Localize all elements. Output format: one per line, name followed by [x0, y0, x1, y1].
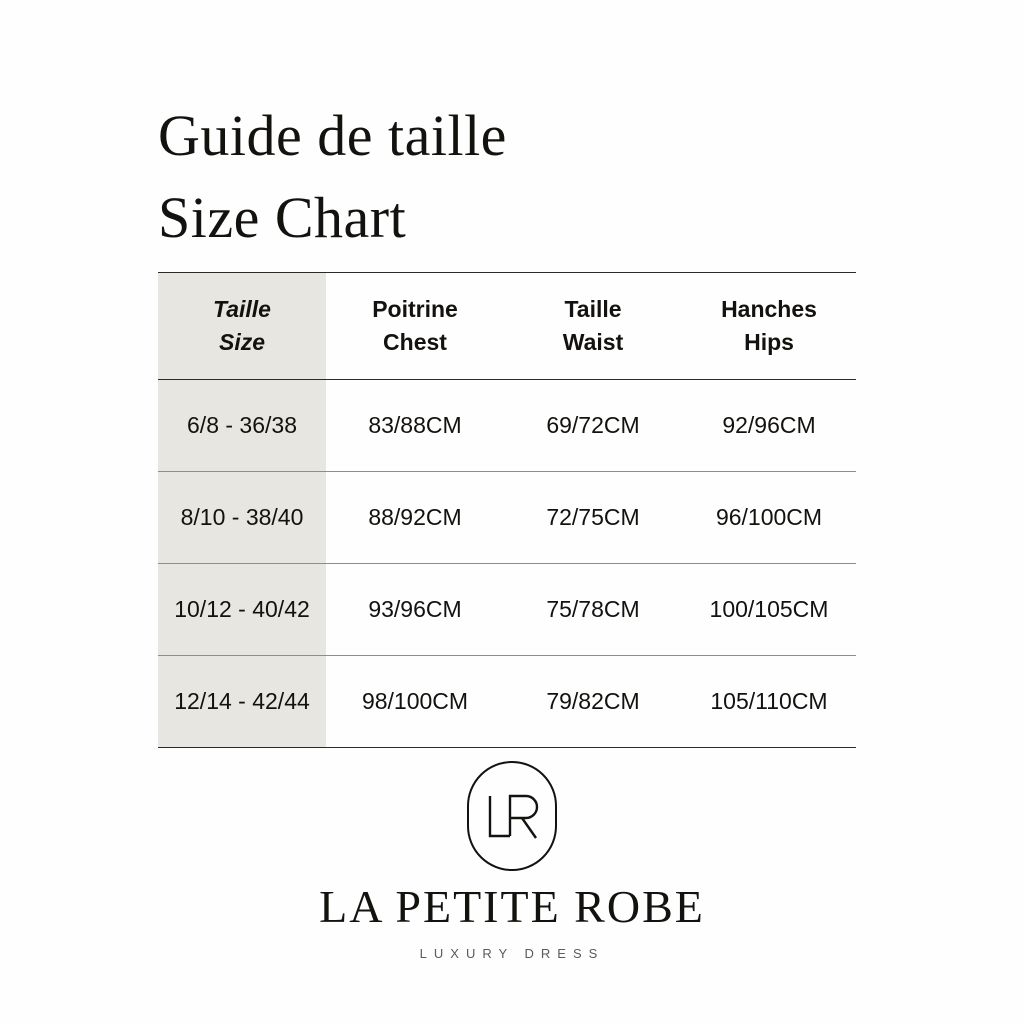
table-row	[158, 380, 856, 472]
cell-hips: 100/105CM	[682, 564, 856, 656]
cell-hips: 96/100CM	[682, 472, 856, 564]
cell-waist: 79/82CM	[504, 656, 682, 748]
column-header-waist-en: Waist	[562, 329, 624, 355]
brand-tagline: LUXURY DRESS	[419, 946, 605, 961]
cell-chest: 83/88CM	[326, 380, 504, 472]
column-header-hips-en: Hips	[744, 329, 794, 355]
column-header-size-fr: Taille	[213, 296, 271, 323]
column-header-chest-en: Chest	[383, 329, 447, 355]
cell-waist: 72/75CM	[504, 472, 682, 564]
cell-hips: 105/110CM	[682, 656, 856, 748]
column-header-chest-fr: Poitrine	[372, 296, 458, 323]
cell-size: 6/8 - 36/38	[158, 380, 326, 472]
cell-waist: 69/72CM	[504, 380, 682, 472]
column-header-chest	[326, 273, 504, 380]
table-body	[158, 380, 856, 748]
cell-chest: 93/96CM	[326, 564, 504, 656]
column-header-size	[158, 273, 326, 380]
cell-waist: 75/78CM	[504, 564, 682, 656]
column-header-waist-fr: Taille	[564, 296, 622, 323]
cell-size: 10/12 - 40/42	[158, 564, 326, 656]
cell-size: 8/10 - 38/40	[158, 472, 326, 564]
page-title-fr: Guide de taille	[158, 103, 507, 168]
column-header-waist	[504, 273, 682, 380]
column-header-hips	[682, 273, 856, 380]
column-header-size-en: Size	[218, 329, 266, 355]
brand-name: LA PETITE ROBE	[319, 881, 705, 932]
cell-chest: 98/100CM	[326, 656, 504, 748]
brand-logo	[0, 760, 1024, 961]
column-header-hips-fr: Hanches	[721, 296, 817, 323]
table-header	[158, 273, 856, 380]
size-chart-table	[158, 272, 856, 748]
size-chart-table-wrapper	[158, 272, 856, 748]
table-header-row	[158, 273, 856, 380]
table-row	[158, 472, 856, 564]
page-title-en: Size Chart	[158, 185, 407, 251]
cell-chest: 88/92CM	[326, 472, 504, 564]
cell-hips: 92/96CM	[682, 380, 856, 472]
cell-size: 12/14 - 42/44	[158, 656, 326, 748]
page-title	[158, 95, 878, 260]
table-row	[158, 564, 856, 656]
monogram-icon	[466, 760, 558, 872]
table-row	[158, 656, 856, 748]
